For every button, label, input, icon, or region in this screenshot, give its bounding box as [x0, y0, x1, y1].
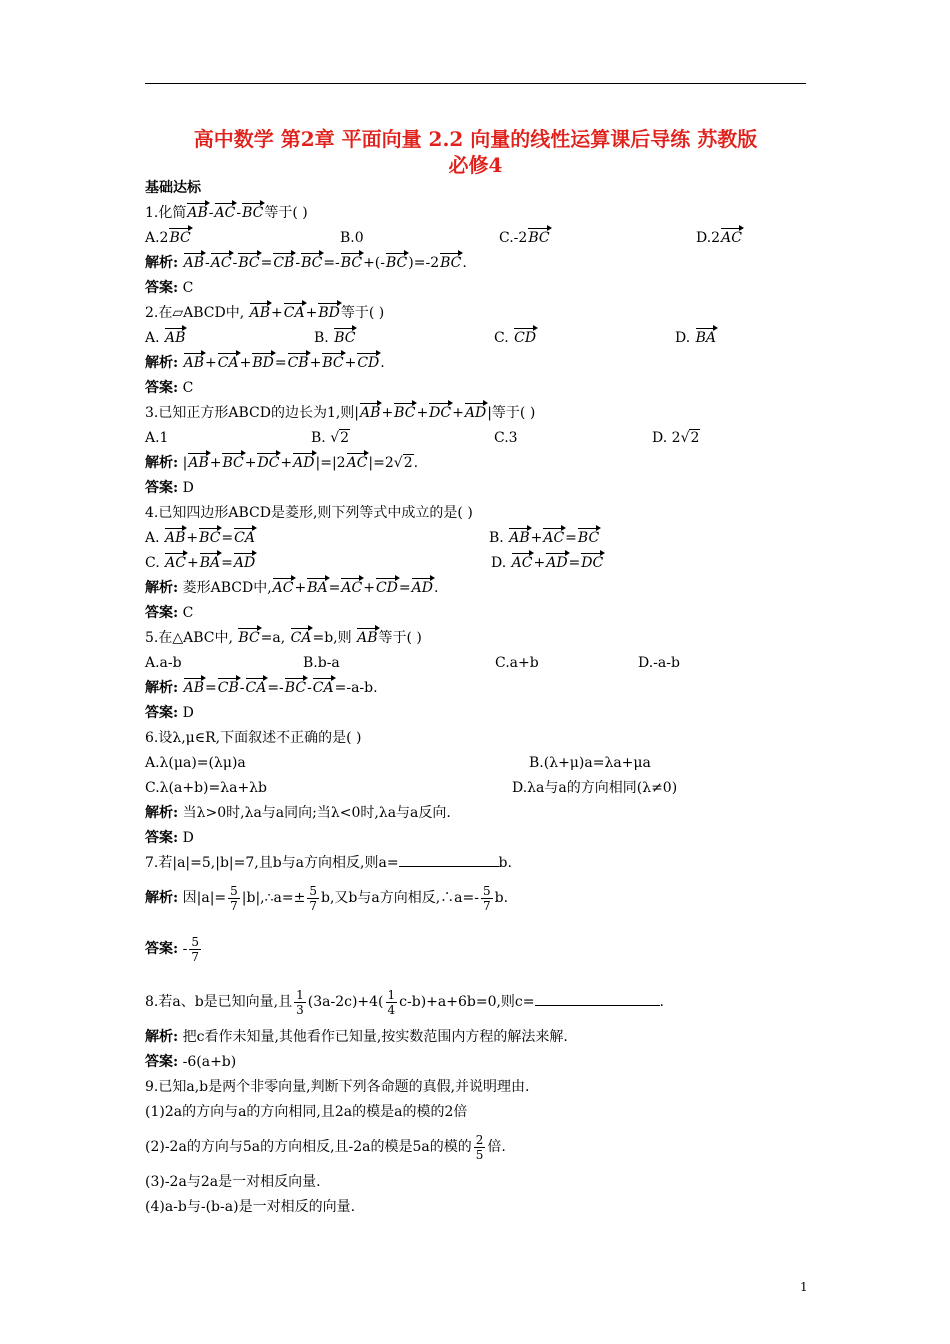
option-c: C.a+b — [495, 655, 539, 671]
option-d: D. AC+AD=DC — [491, 551, 604, 576]
question-4-solution: 解析: 菱形ABCD中,AC+BA=AC+CD=AD. — [145, 576, 806, 601]
question-9-stem: 9.已知a,b是两个非零向量,判断下列各命题的真假,并说明理由. — [145, 1079, 530, 1095]
option-a: A. AB+BC=CA — [145, 526, 256, 551]
option-b: B. BC — [314, 326, 356, 351]
question-3-options — [145, 426, 806, 451]
question-1-options — [145, 226, 806, 251]
option-b: B.b-a — [303, 655, 340, 671]
option-c: C.3 — [494, 430, 518, 446]
section-heading: 基础达标 — [145, 180, 201, 196]
title-line-2: 必修4 — [448, 153, 503, 177]
question-4-answer: 答案: C — [145, 605, 194, 621]
question-3-solution: 解析: |AB+BC+DC+AD|=|2AC|=2√2. — [145, 451, 806, 476]
question-4-options-cd — [145, 551, 806, 576]
question-7-answer: 答案: - $\frac{5}{7}$ — [145, 934, 199, 964]
option-d: D.2AC — [696, 226, 743, 251]
option-a: A.2BC — [145, 226, 192, 251]
option-c: C.λ(a+b)=λa+λb — [145, 780, 268, 796]
option-c: C. CD — [494, 326, 537, 351]
question-2-solution: 解析: AB+CA+BD=CB+BC+CD. — [145, 351, 806, 376]
question-2-answer: 答案: C — [145, 380, 194, 396]
page-number: 1 — [800, 1280, 808, 1294]
question-8-stem: 8.若a、b是已知向量,且 $\frac{1}{3}$ (3a-2c)+4( $\frac{1}{4}$ c-b)+a+6b=0,则c= . — [145, 987, 664, 1017]
page-title — [145, 126, 806, 178]
question-6-options-ab — [145, 751, 806, 776]
question-6-solution: 解析: 当λ>0时,λa与a同向;当λ<0时,λa与a反向. — [145, 805, 451, 821]
option-a: A. AB — [145, 326, 186, 351]
vector: BC — [242, 201, 263, 220]
question-5-answer: 答案: D — [145, 705, 194, 721]
option-d: D. BA — [675, 326, 717, 351]
question-7-solution: 解析: 因|a|= $\frac{5}{7}$ |b|,∴a=± $\frac{5}{7}$ b,又b与a方向相反,∴a=- $\frac{5}{7}$ b. — [145, 883, 509, 913]
question-6-stem: 6.设λ,μ∈R,下面叙述不正确的是( ) — [145, 730, 362, 746]
document-body — [145, 176, 806, 1220]
question-9-item-1: (1)2a的方向与a的方向相同,且2a的模是a的模的2倍 — [145, 1104, 468, 1120]
question-6-answer: 答案: D — [145, 830, 194, 846]
question-9-item-4: (4)a-b与-(b-a)是一对相反的向量. — [145, 1199, 356, 1215]
question-3-stem: 3.已知正方形ABCD的边长为1,则|AB+BC+DC+AD|等于( ) — [145, 401, 806, 426]
question-7-stem: 7.若|a|=5,|b|=7,且b与a方向相反,则a= b. — [145, 851, 806, 876]
question-8-answer: 答案: -6(a+b) — [145, 1054, 237, 1070]
vector: AC — [215, 201, 236, 220]
option-b: B. AB+AC=BC — [489, 526, 600, 551]
vector: AB — [187, 201, 207, 220]
option-a: A.1 — [145, 430, 169, 446]
question-2-stem: 2.在▱ABCD中, AB+CA+BD等于( ) — [145, 301, 806, 326]
answer-blank — [399, 852, 499, 867]
option-b: B. √2 — [311, 430, 350, 446]
option-d: D. 2√2 — [652, 430, 700, 446]
option-c: C. AC+BA=AD — [145, 551, 256, 576]
option-b: B.0 — [340, 230, 364, 246]
option-c: C.-2BC — [499, 226, 551, 251]
question-1-solution: 解析: AB-AC-BC=CB-BC=-BC+(-BC)=-2BC. — [145, 251, 806, 276]
question-9-item-3: (3)-2a与2a是一对相反向量. — [145, 1174, 321, 1190]
question-1-stem: 1.化简AB-AC-BC等于( ) — [145, 201, 806, 226]
option-d: D.λa与a的方向相同(λ≠0) — [512, 780, 678, 796]
option-a: A.λ(μa)=(λμ)a — [145, 755, 246, 771]
option-b: B.(λ+μ)a=λa+μa — [529, 755, 651, 771]
question-4-stem: 4.已知四边形ABCD是菱形,则下列等式中成立的是( ) — [145, 505, 473, 521]
question-3-answer: 答案: D — [145, 480, 194, 496]
question-6-options-cd — [145, 776, 806, 801]
question-1-answer: 答案: C — [145, 280, 194, 296]
question-5-solution: 解析: AB=CB-CA=-BC-CA=-a-b. — [145, 676, 806, 701]
question-8-solution: 解析: 把c看作未知量,其他看作已知量,按实数范围内方程的解法来解. — [145, 1029, 568, 1045]
title-line-1: 高中数学 第2章 平面向量 2.2 向量的线性运算课后导练 苏教版 — [193, 127, 758, 151]
question-5-options — [145, 651, 806, 676]
question-9-item-2: (2)-2a的方向与5a的方向相反,且-2a的模是5a的模的 $\frac{2}{5}$ 倍. — [145, 1132, 506, 1162]
header-rule — [145, 83, 806, 84]
question-4-options-ab — [145, 526, 806, 551]
option-a: A.a-b — [145, 655, 182, 671]
option-d: D.-a-b — [638, 655, 680, 671]
answer-blank — [535, 991, 660, 1006]
question-2-options — [145, 326, 806, 351]
question-5-stem: 5.在△ABC中, BC=a, CA=b,则 AB等于( ) — [145, 626, 806, 651]
